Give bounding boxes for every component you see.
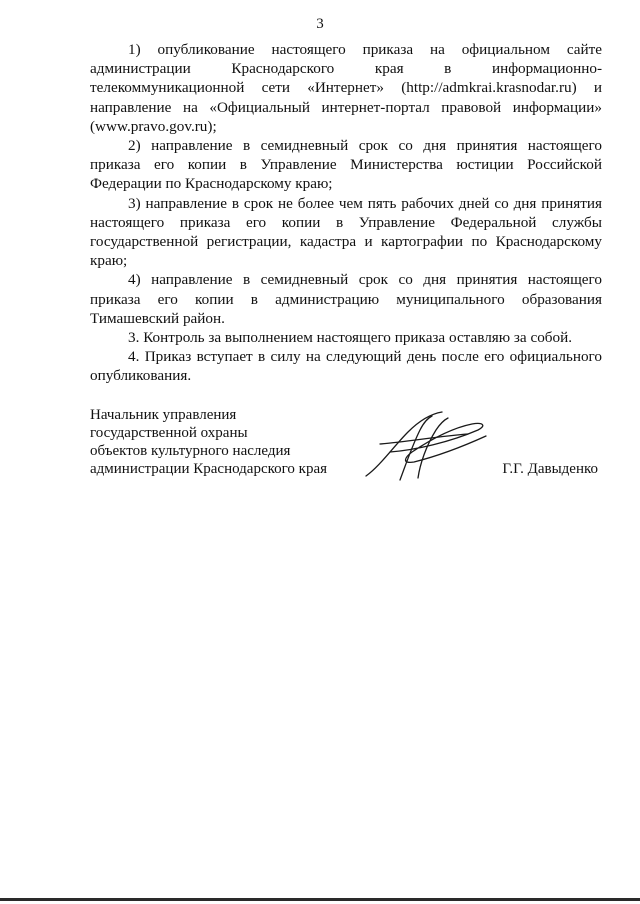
paragraph-municipal-administration: 4) направление в семидневный срок со дня принятия настоящего приказа его копии в администрацию муниципального образования Тимашевский район.	[90, 271, 602, 327]
paragraph-effective-date: 4. Приказ вступает в силу на следующий день после его официального опубликования.	[90, 348, 602, 385]
paragraph-control: 3. Контроль за выполнением настоящего приказа оставляю за собой.	[128, 329, 573, 347]
signer-title	[90, 406, 350, 478]
signer-name: Г.Г. Давыденко	[502, 461, 598, 477]
signature-block	[90, 406, 602, 486]
signer-title-line: Начальник управления	[90, 407, 237, 423]
page-number: 3	[316, 16, 324, 32]
bottom-edge-rule	[0, 898, 640, 901]
paragraph-registry-service: 3) направление в срок не более чем пять рабочих дней со дня принятия настоящего приказа его копии в Управление Федеральной службы государственной регистрации, кадастра и картографии по Краснодарскому краю;	[90, 194, 602, 270]
signer-title-line: государственной охраны	[90, 425, 248, 441]
handwritten-signature	[360, 406, 500, 486]
signer-title-line: объектов культурного наследия	[90, 443, 291, 459]
paragraph-publication: 1) опубликование настоящего приказа на официальном сайте администрации Краснодарского края в информационно-телекоммуникационной сети «Интернет» (http://admkrai.krasnodar.ru) и направление на «Официальный интернет-портал правовой информации» (www.pravo.gov.ru);	[90, 41, 602, 135]
signer-title-line: администрации Краснодарского края	[90, 461, 328, 477]
document-body	[90, 40, 602, 386]
paragraph-ministry-of-justice: 2) направление в семидневный срок со дня принятия настоящего приказа его копии в Управление Министерства юстиции Российской Федерации по Краснодарскому краю;	[90, 137, 602, 193]
